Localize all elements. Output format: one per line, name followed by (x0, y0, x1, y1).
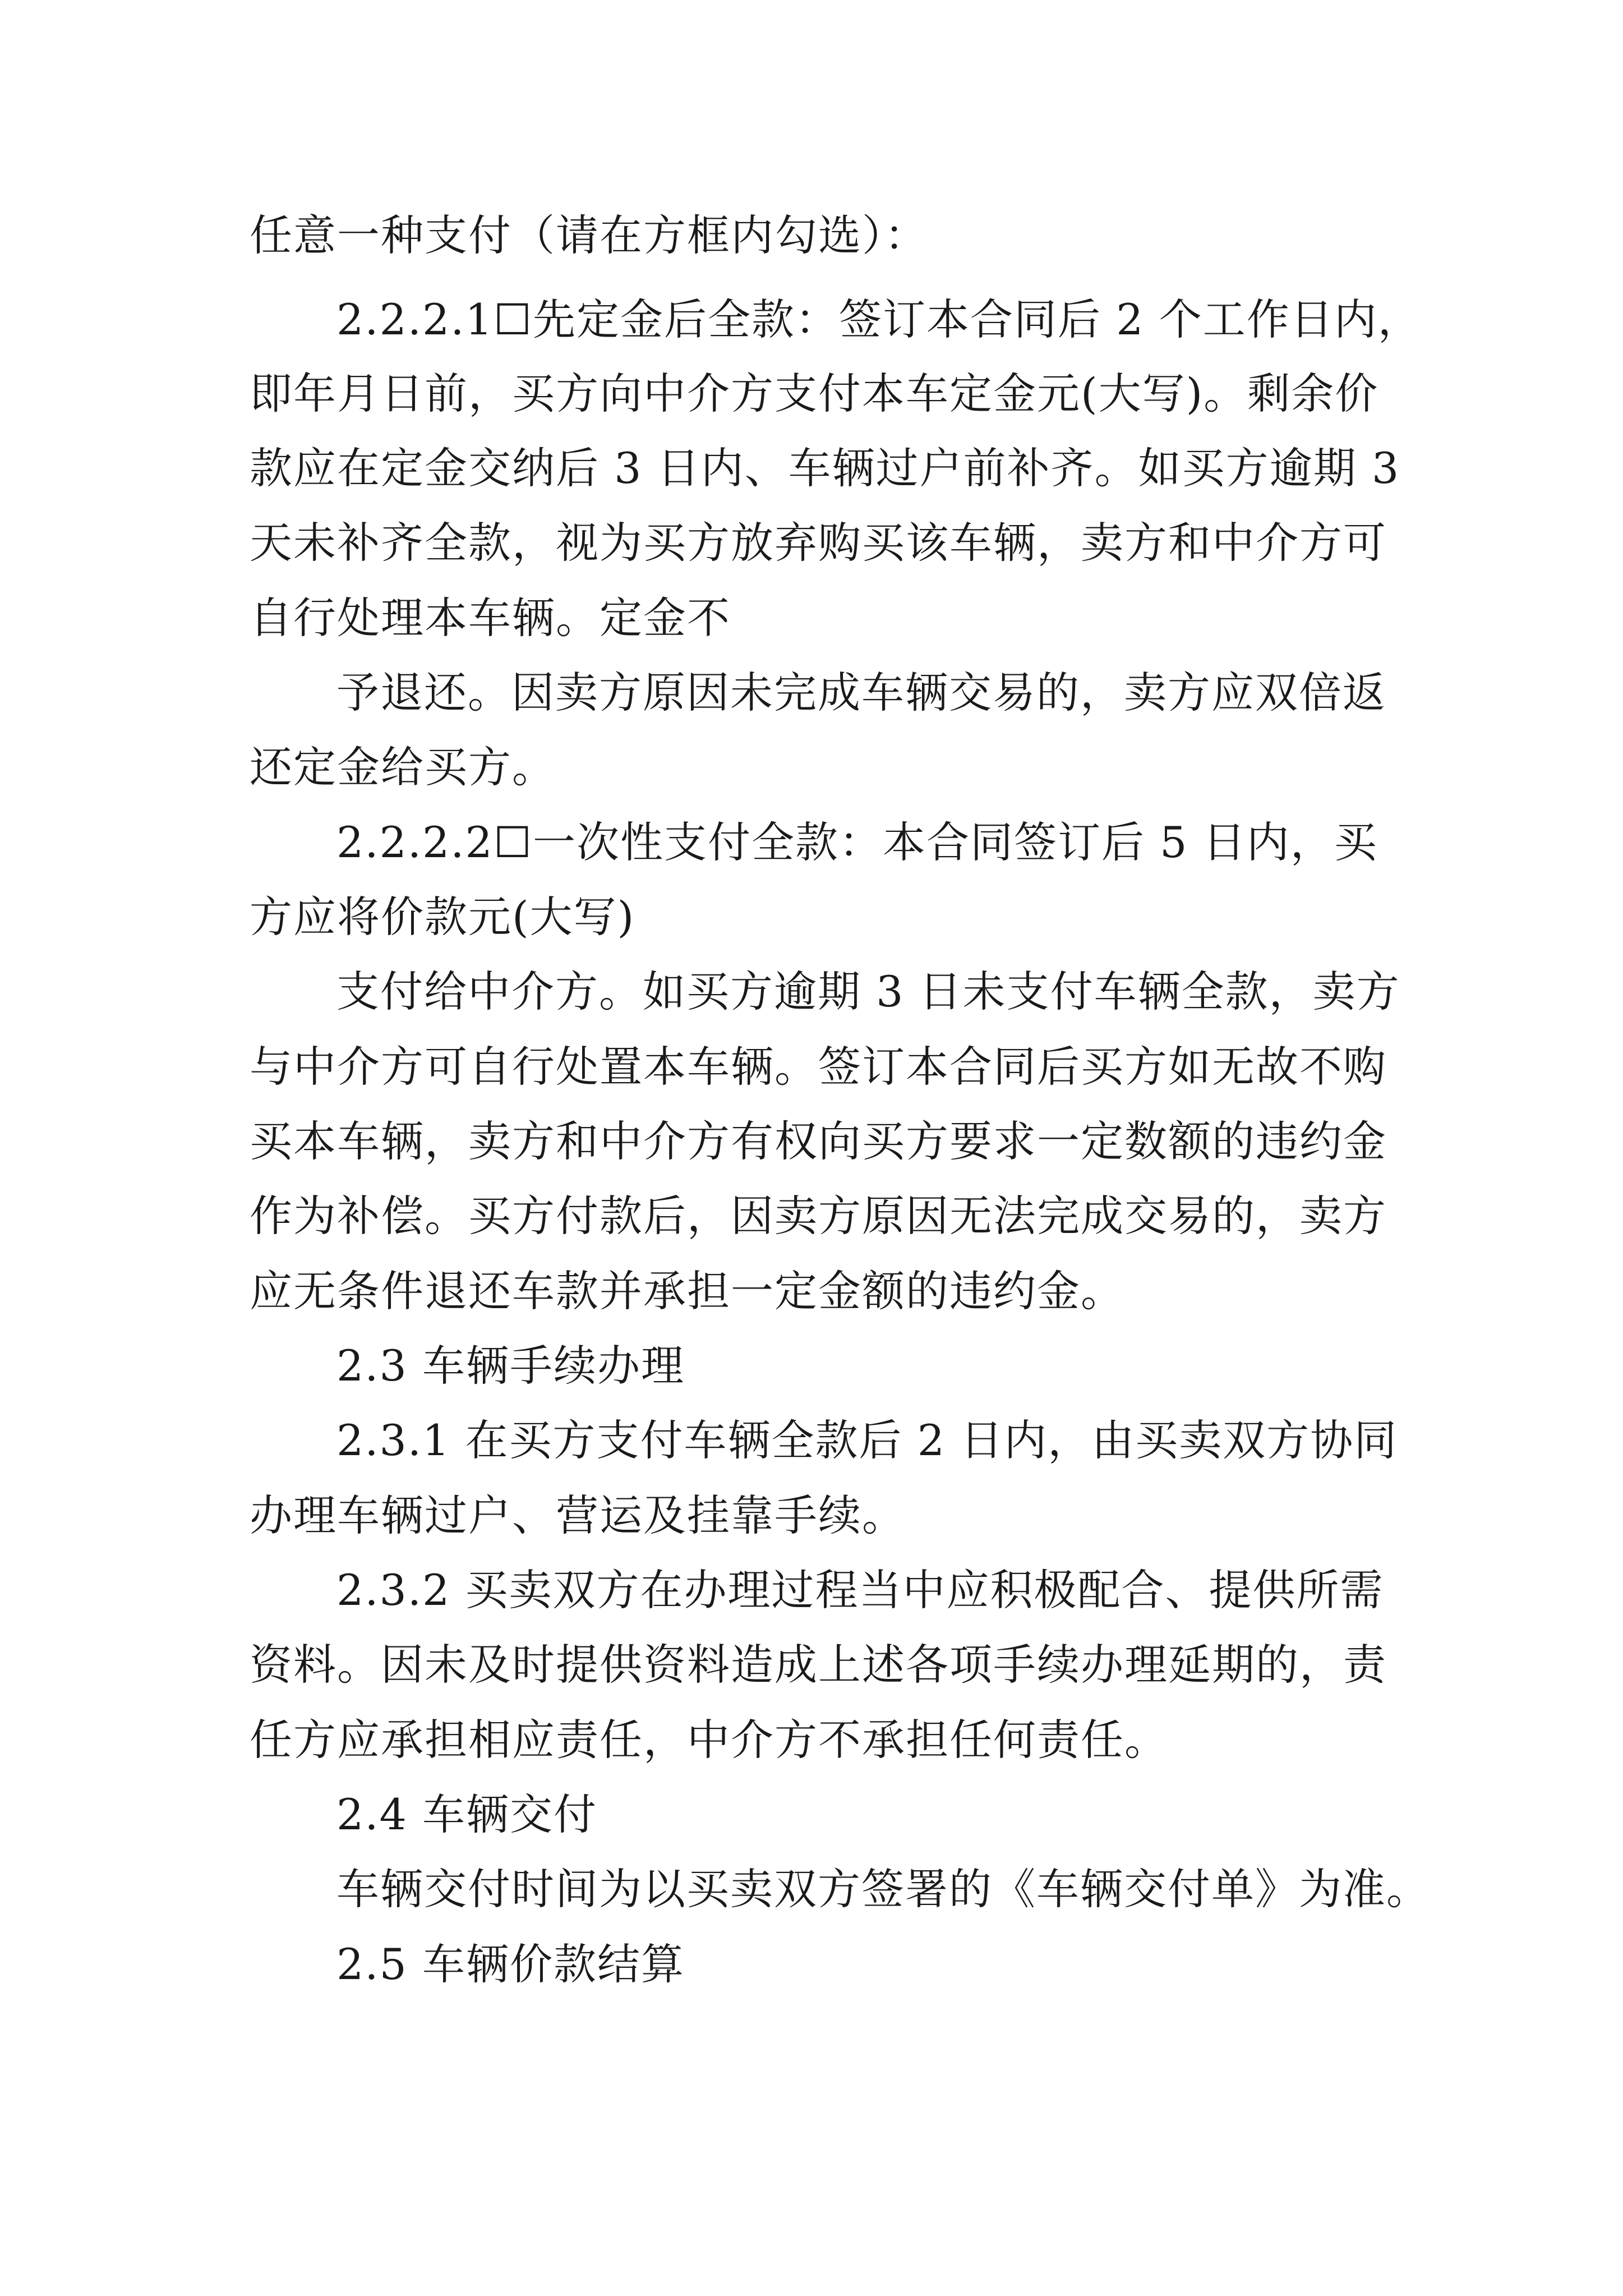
text-line: 作为补偿。买方付款后，因卖方原因无法完成交易的，卖方 (250, 1191, 1387, 1241)
section-heading-2-3: 2.3 车辆手续办理 (336, 1341, 685, 1391)
section-heading-2-4: 2.4 车辆交付 (336, 1789, 598, 1839)
text-line: 还定金给买方。 (250, 742, 556, 792)
text-line: 支付给中介方。如买方逾期 3 日未支付车辆全款，卖方 (336, 967, 1400, 1016)
text-line: 自行处理本车辆。定金不 (250, 593, 731, 643)
text-line: 予退还。因卖方原因未完成车辆交易的，卖方应双倍返 (336, 668, 1386, 717)
text-line: 买本车辆，卖方和中介方有权向买方要求一定数额的违约金 (250, 1116, 1387, 1166)
section-heading-2-5: 2.5 车辆价款结算 (336, 1939, 685, 1989)
text-line: 车辆交付时间为以买卖双方签署的《车辆交付单》为准。 (336, 1864, 1430, 1914)
text-line: 即年月日前，买方向中介方支付本车定金元(大写)。剩余价 (250, 369, 1379, 418)
text-line: 方应将价款元(大写) (250, 892, 635, 942)
clause-2-2-2-1: 2.2.2.1☐先定金后全款：签订本合同后 2 个工作日内， (336, 295, 1422, 344)
text-line: 任意一种支付（请在方框内勾选）： (250, 210, 928, 260)
text-line: 与中介方可自行处置本车辆。签订本合同后买方如无故不购 (250, 1042, 1387, 1092)
text-line: 天未补齐全款，视为买方放弃购买该车辆，卖方和中介方可 (250, 518, 1387, 568)
clause-2-3-2: 2.3.2 买卖双方在办理过程当中应积极配合、提供所需 (336, 1565, 1384, 1615)
clause-2-2-2-2: 2.2.2.2☐一次性支付全款：本合同签订后 5 日内，买 (336, 817, 1378, 867)
text-line: 资料。因未及时提供资料造成上述各项手续办理延期的，责 (250, 1640, 1387, 1690)
text-line: 应无条件退还车款并承担一定金额的违约金。 (250, 1266, 1124, 1316)
clause-2-3-1: 2.3.1 在买方支付车辆全款后 2 日内，由买卖双方协同 (336, 1415, 1398, 1465)
text-line: 任方应承担相应责任，中介方不承担任何责任。 (250, 1715, 1168, 1765)
text-line: 款应在定金交纳后 3 日内、车辆过户前补齐。如买方逾期 3 (250, 443, 1400, 493)
text-line: 办理车辆过户、营运及挂靠手续。 (250, 1490, 906, 1540)
